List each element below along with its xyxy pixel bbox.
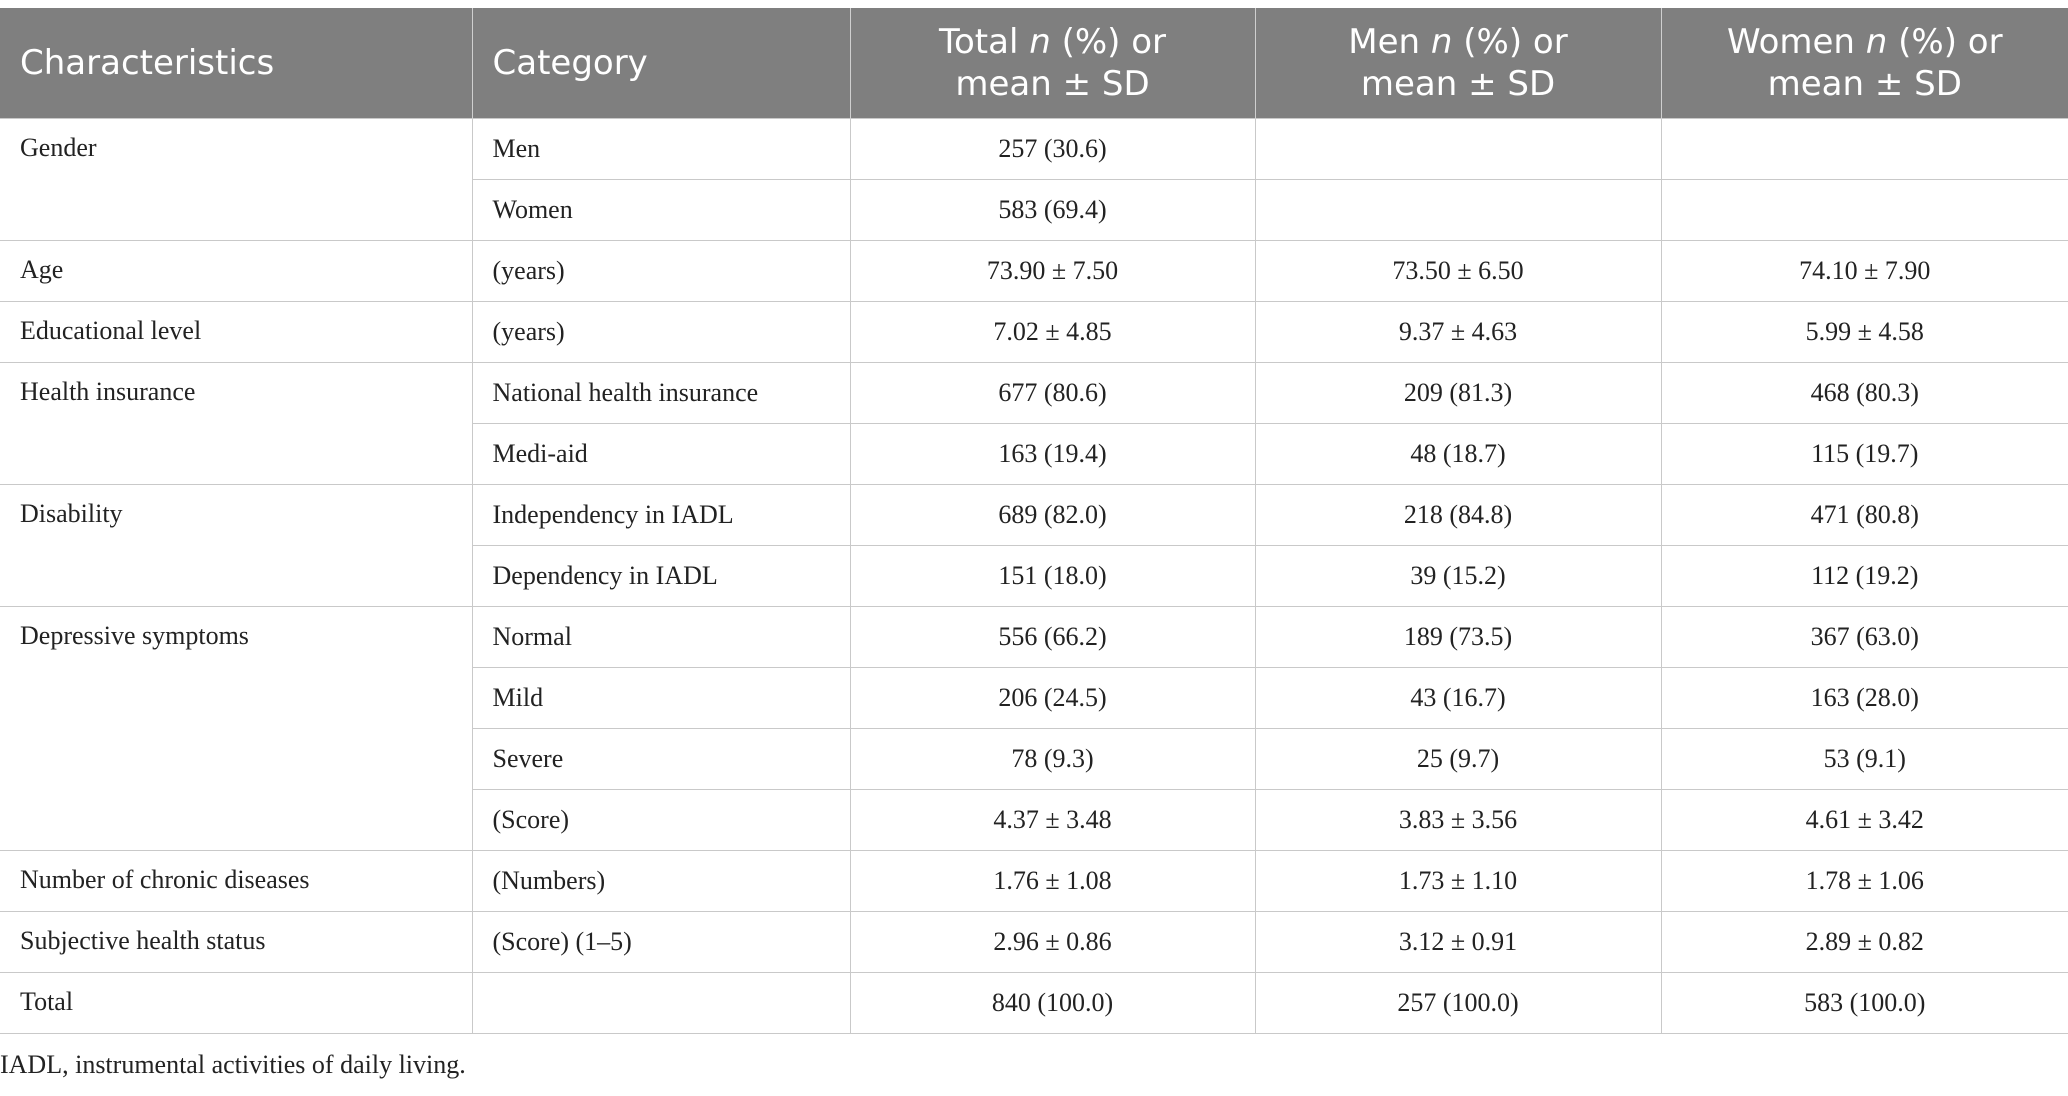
cell-category: Independency in IADL bbox=[472, 484, 850, 545]
header-text: Women bbox=[1726, 21, 1866, 62]
cell-characteristic: Disability bbox=[0, 484, 472, 606]
header-n: n bbox=[1430, 21, 1453, 62]
header-text: mean ± SD bbox=[1767, 63, 1962, 104]
table-row bbox=[0, 301, 2068, 362]
cell-women bbox=[1661, 179, 2068, 240]
characteristics-table bbox=[0, 8, 2068, 1034]
header-text: Category bbox=[492, 42, 648, 83]
cell-total: 2.96 ± 0.86 bbox=[850, 911, 1255, 972]
cell-men: 48 (18.7) bbox=[1255, 423, 1661, 484]
header-text: (%) or bbox=[1452, 21, 1568, 62]
cell-characteristic: Age bbox=[0, 240, 472, 301]
header-women bbox=[1661, 8, 2068, 118]
table-header bbox=[0, 8, 2068, 118]
cell-men: 257 (100.0) bbox=[1255, 972, 1661, 1033]
header-text: Characteristics bbox=[20, 42, 275, 83]
cell-category: (Score) bbox=[472, 789, 850, 850]
cell-total: 78 (9.3) bbox=[850, 728, 1255, 789]
header-text: Men bbox=[1348, 21, 1431, 62]
cell-total: 257 (30.6) bbox=[850, 118, 1255, 179]
cell-women: 115 (19.7) bbox=[1661, 423, 2068, 484]
cell-women: 1.78 ± 1.06 bbox=[1661, 850, 2068, 911]
cell-women: 163 (28.0) bbox=[1661, 667, 2068, 728]
header-text: (%) or bbox=[1050, 21, 1166, 62]
cell-men bbox=[1255, 179, 1661, 240]
cell-women: 53 (9.1) bbox=[1661, 728, 2068, 789]
cell-men: 3.83 ± 3.56 bbox=[1255, 789, 1661, 850]
cell-category: (years) bbox=[472, 240, 850, 301]
cell-women: 5.99 ± 4.58 bbox=[1661, 301, 2068, 362]
cell-total: 4.37 ± 3.48 bbox=[850, 789, 1255, 850]
cell-total: 583 (69.4) bbox=[850, 179, 1255, 240]
cell-women: 112 (19.2) bbox=[1661, 545, 2068, 606]
cell-characteristic: Depressive symptoms bbox=[0, 606, 472, 850]
table-row bbox=[0, 911, 2068, 972]
header-men bbox=[1255, 8, 1661, 118]
cell-total: 73.90 ± 7.50 bbox=[850, 240, 1255, 301]
cell-characteristic: Subjective health status bbox=[0, 911, 472, 972]
cell-characteristic: Health insurance bbox=[0, 362, 472, 484]
cell-category: (Numbers) bbox=[472, 850, 850, 911]
cell-category: Severe bbox=[472, 728, 850, 789]
header-characteristics bbox=[0, 8, 472, 118]
cell-characteristic: Gender bbox=[0, 118, 472, 240]
cell-category: (Score) (1–5) bbox=[472, 911, 850, 972]
cell-total: 206 (24.5) bbox=[850, 667, 1255, 728]
cell-characteristic: Number of chronic diseases bbox=[0, 850, 472, 911]
cell-men: 9.37 ± 4.63 bbox=[1255, 301, 1661, 362]
cell-men: 39 (15.2) bbox=[1255, 545, 1661, 606]
header-n: n bbox=[1029, 21, 1051, 62]
header-n: n bbox=[1865, 21, 1888, 62]
table-row bbox=[0, 362, 2068, 423]
cell-women: 4.61 ± 3.42 bbox=[1661, 789, 2068, 850]
cell-women: 2.89 ± 0.82 bbox=[1661, 911, 2068, 972]
cell-men: 73.50 ± 6.50 bbox=[1255, 240, 1661, 301]
cell-total: 840 (100.0) bbox=[850, 972, 1255, 1033]
cell-total: 151 (18.0) bbox=[850, 545, 1255, 606]
cell-men bbox=[1255, 118, 1661, 179]
header-total bbox=[850, 8, 1255, 118]
cell-category: Medi-aid bbox=[472, 423, 850, 484]
cell-category: Dependency in IADL bbox=[472, 545, 850, 606]
cell-category: (years) bbox=[472, 301, 850, 362]
header-text: mean ± SD bbox=[955, 63, 1150, 104]
header-text: Total bbox=[938, 21, 1030, 62]
cell-women bbox=[1661, 118, 2068, 179]
table-row bbox=[0, 240, 2068, 301]
table-row bbox=[0, 484, 2068, 545]
cell-total: 163 (19.4) bbox=[850, 423, 1255, 484]
cell-total: 689 (82.0) bbox=[850, 484, 1255, 545]
cell-total: 1.76 ± 1.08 bbox=[850, 850, 1255, 911]
cell-category bbox=[472, 972, 850, 1033]
cell-characteristic: Total bbox=[0, 972, 472, 1033]
table-body bbox=[0, 118, 2068, 1033]
cell-total: 677 (80.6) bbox=[850, 362, 1255, 423]
table-row bbox=[0, 850, 2068, 911]
cell-women: 74.10 ± 7.90 bbox=[1661, 240, 2068, 301]
header-text: (%) or bbox=[1887, 21, 2003, 62]
cell-category: Men bbox=[472, 118, 850, 179]
cell-category: Mild bbox=[472, 667, 850, 728]
cell-men: 25 (9.7) bbox=[1255, 728, 1661, 789]
header-text: mean ± SD bbox=[1360, 63, 1556, 104]
cell-category: Women bbox=[472, 179, 850, 240]
cell-men: 1.73 ± 1.10 bbox=[1255, 850, 1661, 911]
cell-men: 218 (84.8) bbox=[1255, 484, 1661, 545]
cell-women: 367 (63.0) bbox=[1661, 606, 2068, 667]
table-row bbox=[0, 972, 2068, 1033]
table-footnote: IADL, instrumental activities of daily living. bbox=[0, 1050, 466, 1079]
cell-women: 583 (100.0) bbox=[1661, 972, 2068, 1033]
header-row bbox=[0, 8, 2068, 118]
cell-men: 3.12 ± 0.91 bbox=[1255, 911, 1661, 972]
cell-women: 471 (80.8) bbox=[1661, 484, 2068, 545]
cell-total: 7.02 ± 4.85 bbox=[850, 301, 1255, 362]
cell-category: National health insurance bbox=[472, 362, 850, 423]
table-row bbox=[0, 118, 2068, 179]
cell-men: 189 (73.5) bbox=[1255, 606, 1661, 667]
table-row bbox=[0, 606, 2068, 667]
header-category bbox=[472, 8, 850, 118]
cell-women: 468 (80.3) bbox=[1661, 362, 2068, 423]
cell-men: 209 (81.3) bbox=[1255, 362, 1661, 423]
cell-characteristic: Educational level bbox=[0, 301, 472, 362]
cell-total: 556 (66.2) bbox=[850, 606, 1255, 667]
cell-category: Normal bbox=[472, 606, 850, 667]
cell-men: 43 (16.7) bbox=[1255, 667, 1661, 728]
